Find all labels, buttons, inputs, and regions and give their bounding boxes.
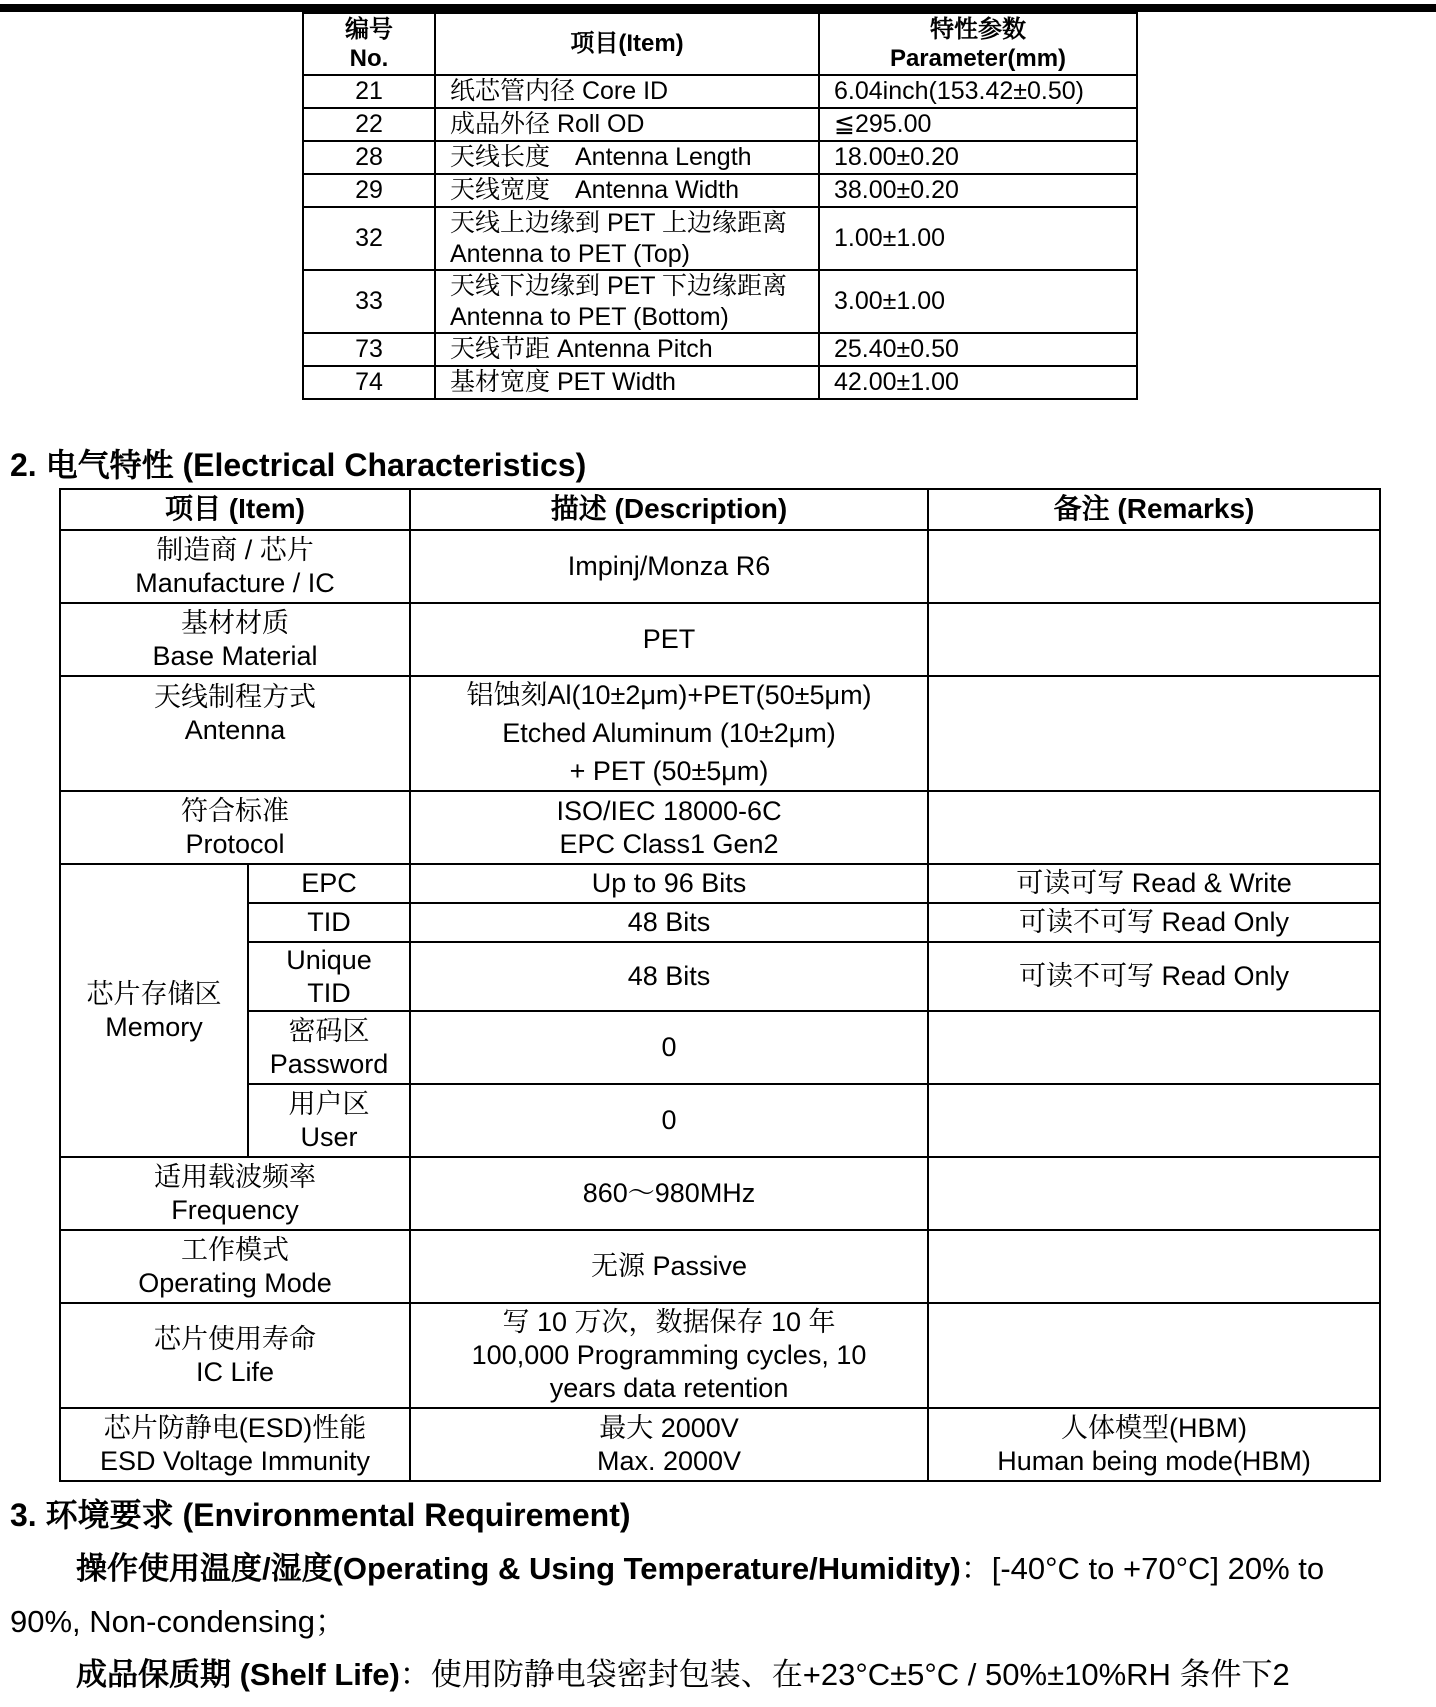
shelf-life-label: 成品保质期 (Shelf Life) <box>76 1657 400 1692</box>
cell-sub: TID <box>248 903 410 942</box>
cell-parameter: 38.00±0.20 <box>819 174 1137 207</box>
cell-desc: PET <box>410 603 928 676</box>
cell-parameter: 6.04inch(153.42±0.50) <box>819 75 1137 108</box>
row-operating-mode <box>60 1230 1380 1303</box>
header-no: 编号 No. <box>303 13 435 75</box>
cell-desc: 铝蚀刻Al(10±2μm)+PET(50±5μm) Etched Aluminum (10±2μm) + PET (50±5μm) <box>410 676 928 791</box>
cell-memory-label: 芯片存储区 Memory <box>60 864 248 1157</box>
cell-desc: 48 Bits <box>410 903 928 942</box>
cell-desc: Impinj/Monza R6 <box>410 530 928 603</box>
cell-item: 纸芯管内径 Core ID <box>435 75 819 108</box>
operating-temperature-paragraph <box>76 1543 1324 1588</box>
cell-item: 天线下边缘到 PET 下边缘距离 Antenna to PET (Bottom) <box>435 270 819 333</box>
cell-remarks: 可读不可写 Read Only <box>928 903 1380 942</box>
cell-parameter: 18.00±0.20 <box>819 141 1137 174</box>
cell-remarks <box>928 530 1380 603</box>
cell-item: 天线上边缘到 PET 上边缘距离 Antenna to PET (Top) <box>435 207 819 270</box>
row-esd <box>60 1408 1380 1481</box>
operating-temperature-label: 操作使用温度/湿度(Operating & Using Temperature/Humidity) <box>76 1551 961 1586</box>
row-base-material <box>60 603 1380 676</box>
cell-item: 天线节距 Antenna Pitch <box>435 333 819 366</box>
electrical-table-header <box>60 489 1380 530</box>
section-2-title: 2. 电气特性 (Electrical Characteristics) <box>10 447 587 483</box>
dimension-row <box>303 174 1137 207</box>
cell-remarks <box>928 1230 1380 1303</box>
cell-desc: 48 Bits <box>410 942 928 1011</box>
cell-desc: 无源 Passive <box>410 1230 928 1303</box>
cell-no: 73 <box>303 333 435 366</box>
cell-parameter: 25.40±0.50 <box>819 333 1137 366</box>
cell-item: 工作模式 Operating Mode <box>60 1230 410 1303</box>
cell-no: 32 <box>303 207 435 270</box>
cell-sub: EPC <box>248 864 410 903</box>
header-item: 项目 (Item) <box>60 489 410 530</box>
cell-item: 成品外径 Roll OD <box>435 108 819 141</box>
row-memory-user <box>60 1084 1380 1157</box>
header-remarks: 备注 (Remarks) <box>928 489 1380 530</box>
cell-desc: 0 <box>410 1011 928 1084</box>
cell-remarks <box>928 1157 1380 1230</box>
cell-sub: 密码区 Password <box>248 1011 410 1084</box>
cell-desc: Up to 96 Bits <box>410 864 928 903</box>
electrical-table <box>59 488 1381 1482</box>
header-item: 项目(Item) <box>435 13 819 75</box>
cell-remarks <box>928 1303 1380 1408</box>
cell-no: 28 <box>303 141 435 174</box>
operating-temperature-text: ：[-40°C to +70°C] 20% to <box>960 1551 1325 1586</box>
dimension-row <box>303 141 1137 174</box>
humidity-continuation: 90%, Non-condensing； <box>10 1604 347 1639</box>
cell-remarks: 人体模型(HBM) Human being mode(HBM) <box>928 1408 1380 1481</box>
dimension-row <box>303 207 1137 270</box>
cell-item: 基材宽度 PET Width <box>435 366 819 399</box>
cell-no: 33 <box>303 270 435 333</box>
cell-parameter: ≦295.00 <box>819 108 1137 141</box>
cell-parameter: 1.00±1.00 <box>819 207 1137 270</box>
cell-desc: 写 10 万次，数据保存 10 年 100,000 Programming cycles, 10 years data retention <box>410 1303 928 1408</box>
cell-desc: 860～980MHz <box>410 1157 928 1230</box>
cell-no: 74 <box>303 366 435 399</box>
dimension-row <box>303 75 1137 108</box>
cell-remarks <box>928 603 1380 676</box>
cell-sub: Unique TID <box>248 942 410 1011</box>
top-rule <box>0 4 1436 12</box>
cell-item: 天线制程方式 Antenna <box>60 676 410 791</box>
cell-remarks <box>928 791 1380 864</box>
cell-sub: 用户区 User <box>248 1084 410 1157</box>
row-protocol <box>60 791 1380 864</box>
cell-desc: 最大 2000V Max. 2000V <box>410 1408 928 1481</box>
cell-item: 芯片防静电(ESD)性能 ESD Voltage Immunity <box>60 1408 410 1481</box>
cell-item: 天线宽度 Antenna Width <box>435 174 819 207</box>
row-memory-epc <box>60 864 1380 903</box>
shelf-life-text: ：使用防静电袋密封包装、在+23°C±5°C / 50%±10%RH 条件下2 <box>399 1657 1290 1692</box>
cell-item: 基材材质 Base Material <box>60 603 410 676</box>
cell-remarks <box>928 1084 1380 1157</box>
cell-desc: ISO/IEC 18000-6C EPC Class1 Gen2 <box>410 791 928 864</box>
dimension-table-header <box>303 13 1137 75</box>
cell-remarks <box>928 1011 1380 1084</box>
row-memory-tid <box>60 903 1380 942</box>
dimension-row <box>303 333 1137 366</box>
cell-no: 22 <box>303 108 435 141</box>
cell-item: 适用载波频率 Frequency <box>60 1157 410 1230</box>
cell-item: 制造商 / 芯片 Manufacture / IC <box>60 530 410 603</box>
cell-remarks <box>928 676 1380 791</box>
section-3-title: 3. 环境要求 (Environmental Requirement) <box>10 1497 631 1533</box>
row-memory-password <box>60 1011 1380 1084</box>
shelf-life-paragraph <box>76 1649 1290 1694</box>
cell-parameter: 3.00±1.00 <box>819 270 1137 333</box>
cell-item: 符合标准 Protocol <box>60 791 410 864</box>
cell-remarks: 可读可写 Read & Write <box>928 864 1380 903</box>
cell-remarks: 可读不可写 Read Only <box>928 942 1380 1011</box>
cell-no: 29 <box>303 174 435 207</box>
cell-item: 芯片使用寿命 IC Life <box>60 1303 410 1408</box>
row-manufacture <box>60 530 1380 603</box>
row-ic-life <box>60 1303 1380 1408</box>
cell-no: 21 <box>303 75 435 108</box>
cell-parameter: 42.00±1.00 <box>819 366 1137 399</box>
row-antenna <box>60 676 1380 791</box>
dimension-row <box>303 270 1137 333</box>
cell-item: 天线长度 Antenna Length <box>435 141 819 174</box>
header-parameter: 特性参数 Parameter(mm) <box>819 13 1137 75</box>
dimension-table <box>302 12 1138 400</box>
cell-desc: 0 <box>410 1084 928 1157</box>
dimension-row <box>303 108 1137 141</box>
dimension-row <box>303 366 1137 399</box>
row-frequency <box>60 1157 1380 1230</box>
header-description: 描述 (Description) <box>410 489 928 530</box>
row-memory-unique-tid <box>60 942 1380 1011</box>
